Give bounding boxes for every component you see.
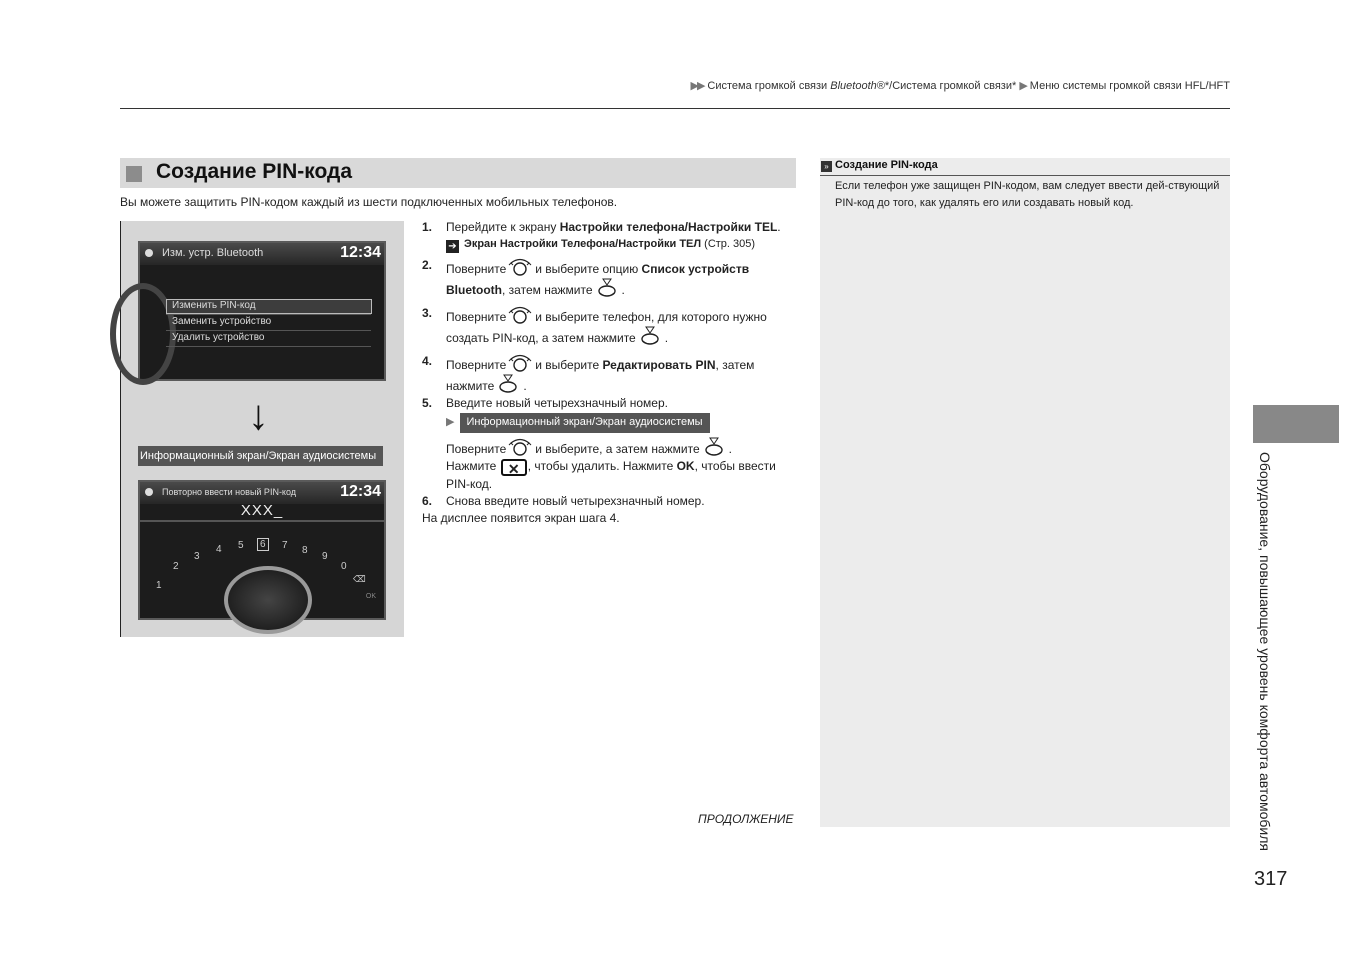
breadcrumb-part-2: Меню системы громкой связи HFL/HFT [1029,80,1230,92]
digit-3: 3 [194,551,200,562]
digit-8: 8 [302,545,308,556]
rotate-knob-icon [508,257,532,277]
step-text: , затем нажмите [502,283,593,297]
step-text: . [664,331,669,345]
step-result: На дисплее появится экран шага 4. [422,511,620,525]
digit-9: 9 [322,551,328,562]
rotate-knob-icon [508,437,532,457]
press-knob-icon [496,374,520,394]
menu-divider [166,330,371,331]
step-text: Поверните [446,442,507,456]
arrow-icon: ▶ [1019,80,1026,92]
menu-item-change-pin: Изменить PIN-код [172,300,256,311]
screen1-title: Изм. устр. Bluetooth [162,247,264,259]
chapter-title: Оборудование, повышающее уровень комфорта автомобиля [1257,452,1273,851]
note-arrow-icon: » [821,161,832,172]
display-label: Информационный экран/Экран аудиосистемы [460,413,709,433]
section-intro: Вы можете защитить PIN-кодом каждый из шести подключенных мобильных телефонов. [120,195,618,209]
menu-item-replace-device: Заменить устройство [172,316,272,327]
breadcrumb [690,79,1230,92]
step-text: Поверните [446,262,507,276]
digit-7: 7 [282,540,288,551]
delete-icon: ⌫ [353,574,366,584]
down-arrow-icon: ↓ [248,391,269,438]
step-number: 2. [422,258,433,272]
step-number: 1. [422,220,433,234]
press-knob-icon [595,278,619,298]
step-bold-text: OK [676,459,695,473]
step-text: и выберите опцию [535,262,642,276]
step-bold-text: Настройки телефона/Настройки TEL [559,220,778,234]
digit-5: 5 [238,540,244,551]
step-text: Введите новый четырехзначный номер. [446,396,668,410]
step-1 [422,219,796,236]
menu-divider [166,314,371,315]
pin-entry-value: XXX_ [240,502,284,519]
digit-2: 2 [173,561,179,572]
breadcrumb-part-1: Система громкой связи [707,80,828,92]
step-text: Поверните [446,358,507,372]
section-square-icon [126,166,142,182]
step-5-instructions [422,437,796,493]
page-number: 317 [1254,868,1288,890]
step-2 [422,257,796,299]
step-text: . [728,442,732,456]
display-condition [422,413,796,433]
note-title: Создание PIN-кода [835,159,938,171]
screen-dot-icon [145,249,153,257]
digit-6-selected: 6 [257,538,269,551]
step-5 [422,395,796,412]
bluetooth-device-screen [138,241,386,381]
step-number: 6. [422,494,433,508]
screen-header [140,243,384,265]
step-bold-text: Список устройств Bluetooth [446,262,750,297]
reference-page: (Стр. 305) [701,238,756,250]
step-3 [422,305,796,347]
step-text: . [777,220,781,234]
reference-arrow-icon: ➔ [446,240,459,253]
double-arrow-icon: ▶▶ [690,80,704,92]
continued-label: ПРОДОЛЖЕНИЕ [698,812,794,826]
delete-button-icon: ✕ [501,459,527,476]
menu-item-delete-device: Удалить устройство [172,332,265,343]
digit-0: 0 [341,561,347,572]
step-text: и выберите [535,358,603,372]
step-6 [422,493,796,510]
cross-reference[interactable] [422,236,796,253]
step-text: Нажмите [446,459,497,473]
reference-title: Экран Настройки Телефона/Настройки ТЕЛ [464,238,702,250]
section-title: Создание PIN-кода [156,160,353,183]
screen1-time: 12:34 [340,244,381,261]
menu-divider [166,346,371,347]
breadcrumb-bluetooth: Bluetooth® [830,80,885,92]
step-text: Перейдите к экрану [446,220,560,234]
dial-knob-graphic [224,566,312,634]
note-header [820,159,1230,176]
note-text: Если телефон уже защищен PIN-кодом, вам следует ввести дей-ствующий PIN-код до того, как удалять его или создавать новый код. [835,180,1220,209]
press-knob-icon [638,326,662,346]
display-label: Информационный экран/Экран аудиосистемы [138,446,383,466]
step-text: и выберите телефон, для которого нужно создать PIN-код, а затем нажмите [446,310,767,345]
breadcrumb-part-1-rest: */Система громкой связи* [884,80,1017,92]
pin-entry-divider [140,520,384,522]
step-4 [422,353,796,395]
screen-header [140,482,384,504]
rotate-knob-icon [508,353,532,373]
step-text: , чтобы удалить. Нажмите [527,459,677,473]
pin-entry-screen [138,480,386,620]
step-number: 4. [422,354,433,368]
step-text: Поверните [446,310,507,324]
chapter-tab-marker [1253,405,1339,443]
step-text: и выберите, а затем нажмите [535,442,700,456]
step-list [422,219,796,527]
step-text: . [621,283,625,297]
ok-label: OK [365,593,376,600]
step-text: , чтобы ввести PIN-код. [446,459,776,491]
step-number: 3. [422,306,433,320]
step-text: Снова введите новый четырехзначный номер. [446,494,705,508]
step-number: 5. [422,396,433,410]
screen2-title: Повторно ввести новый PIN-код [162,487,297,497]
digit-1: 1 [156,580,162,591]
screen2-time: 12:34 [340,483,381,500]
step-bold-text: Редактировать PIN [602,358,716,372]
rotate-knob-icon [508,305,532,325]
header-rule [120,108,1230,109]
arrow-icon: ▶ [446,416,455,428]
note-panel [820,158,1230,827]
digit-4: 4 [216,544,222,555]
step-text: , затем нажмите [446,358,755,393]
step-text: . [523,379,527,393]
screen-dot-icon [145,488,153,496]
press-knob-icon [702,437,726,457]
